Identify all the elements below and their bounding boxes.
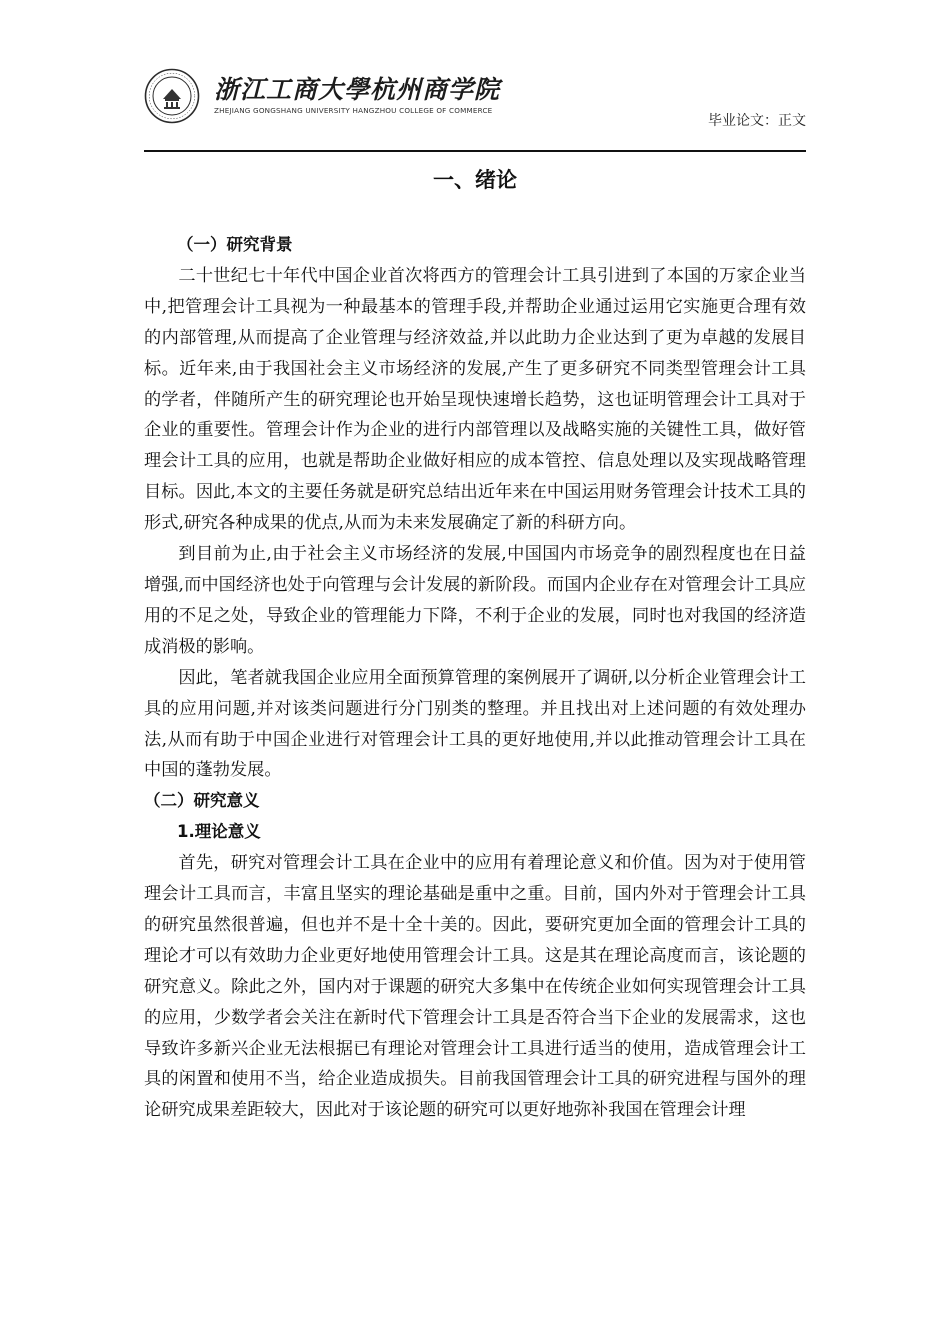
university-seal-logo xyxy=(144,68,200,124)
chapter-title: 一、绪论 xyxy=(433,168,517,192)
document-body xyxy=(144,230,806,1126)
section-heading-background: （一）研究背景 xyxy=(177,235,293,254)
paragraph: 到目前为止,由于社会主义市场经济的发展,中国国内市场竞争的剧烈程度也在日益增强,而中国经济也处于向管理与会计发展的新阶段。而国内企业存在对管理会计工具应用的不足之处，导致企业的管理能力下降，不利于企业的发展，同时也对我国的经济造成消极的影响。 xyxy=(144,544,806,657)
paragraph: 二十世纪七十年代中国企业首次将西方的管理会计工具引进到了本国的万家企业当中,把管理会计工具视为一种最基本的管理手段,并帮助企业通过运用它实施更合理有效的内部管理,从而提高了企业管理与经济效益,并以此助力企业达到了更为卓越的发展目标。近年来,由于我国社会主义市场经济的发展,产生了更多研究不同类型管理会计工具的学者，伴随所产生的研究理论也开始呈现快速增长趋势，这也证明管理会计工具对于企业的重要性。管理会计作为企业的进行内部管理以及战略实施的关键性工具，做好管理会计工具的应用，也就是帮助企业做好相应的成本管控、信息处理以及实现战略管理目标。因此,本文的主要任务就是研究总结出近年来在中国运用财务管理会计技术工具的形式,研究各种成果的优点,从而为未来发展确定了新的科研方向。 xyxy=(144,265,806,534)
section-label: 毕业论文：正文 xyxy=(708,113,806,129)
header-divider xyxy=(144,150,806,152)
section-heading-significance: （二）研究意义 xyxy=(144,791,260,811)
subsection-heading-theoretical: 1.理论意义 xyxy=(177,822,261,842)
paragraph: 因此，笔者就我国企业应用全面预算管理的案例展开了调研,以分析企业管理会计工具的应用问题,并对该类问题进行分门别类的整理。并且找出对上述问题的有效处理办法,从而有助于中国企业进行对管理会计工具的更好地使用,并以此推动管理会计工具在中国的蓬勃发展。 xyxy=(144,667,806,781)
paragraph: 首先，研究对管理会计工具在企业中的应用有着理论意义和价值。因为对于使用管理会计工具而言，丰富且坚实的理论基础是重中之重。目前，国内外对于管理会计工具的研究虽然很普遍，但也并不是十全十美的。因此，要研究更加全面的管理会计工具的理论才可以有效助力企业更好地使用管理会计工具。这是其在理论高度而言，该论题的研究意义。除此之外，国内对于课题的研究大多集中在传统企业如何实现管理会计工具的应用，少数学者会关注在新时代下管理会计工具是否符合当下企业的发展需求，这也导致许多新兴企业无法根据已有理论对管理会计工具进行适当的使用，造成管理会计工具的闲置和使用不当，给企业造成损失。目前我国管理会计工具的研究进程与国外的理论研究成果差距较大，因此对于该论题的研究可以更好地弥补我国在管理会计理 xyxy=(144,853,806,1121)
school-name-english: ZHEJIANG GONGSHANG UNIVERSITY HANGZHOU COLLEGE OF COMMERCE xyxy=(214,106,493,115)
school-name-chinese: 浙江工商大學杭州商学院 xyxy=(214,75,501,104)
